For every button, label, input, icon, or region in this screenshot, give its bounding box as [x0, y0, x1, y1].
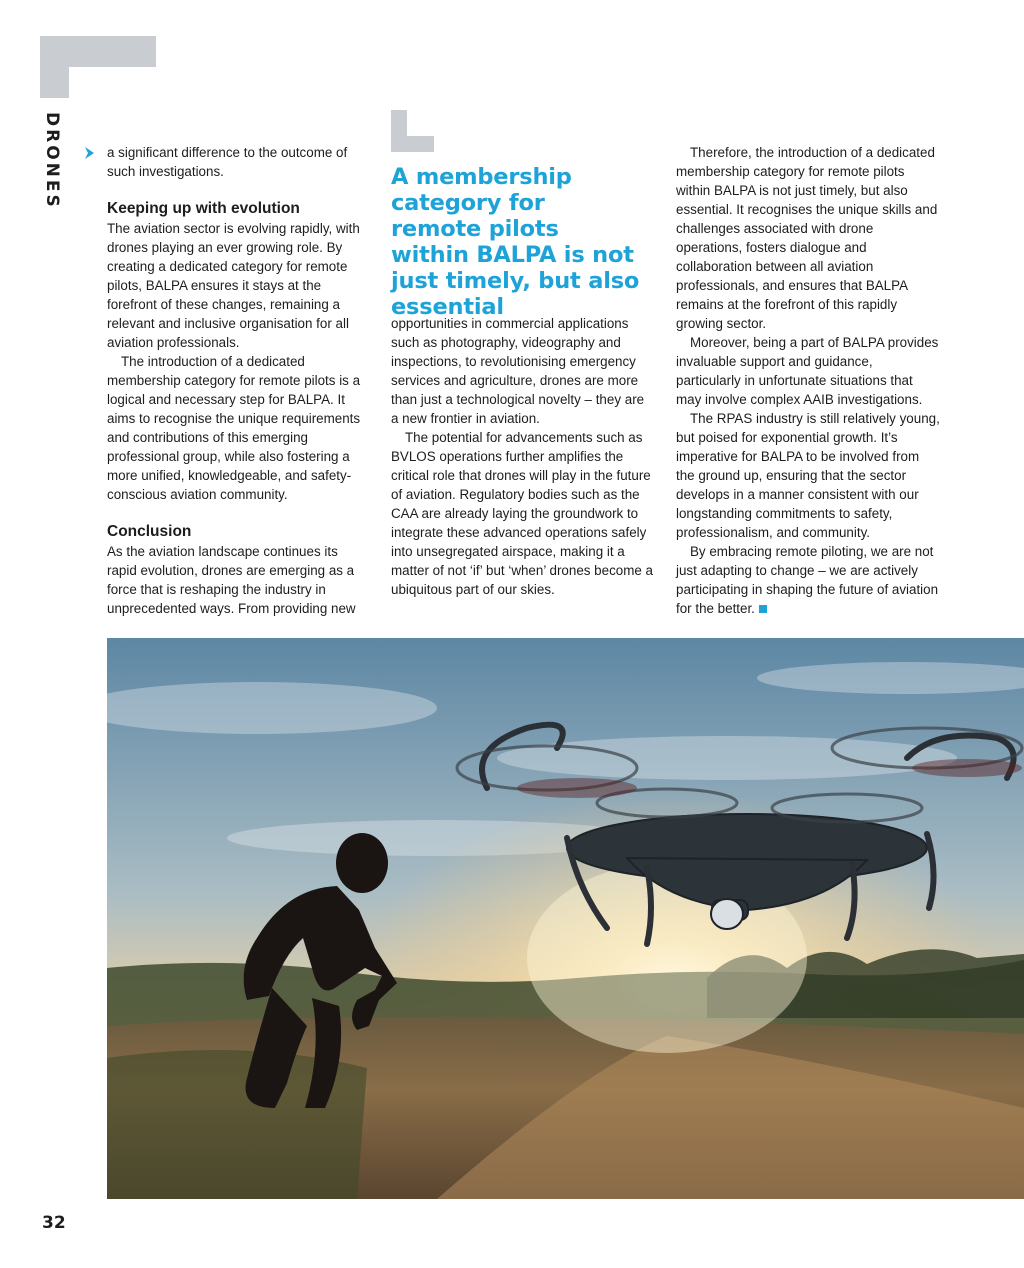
article-column-3 [676, 143, 940, 618]
article-column-1 [107, 143, 369, 618]
drone-flight-illustration [107, 638, 1024, 1199]
corner-decoration-stem [40, 36, 69, 98]
intro-paragraph: a significant difference to the outcome of such investigations. [107, 145, 348, 179]
heading-keeping-up: Keeping up with evolution [107, 200, 300, 217]
heading-conclusion: Conclusion [107, 523, 192, 540]
final-paragraph-text: By embracing remote piloting, we are not just adapting to change – we are actively participating in shaping the future of aviation for the better. [676, 544, 939, 616]
final-paragraph [676, 542, 940, 618]
section-label: DRONES [42, 112, 62, 210]
pull-quote: A membership category for remote pilots within BALPA is not just timely, but also essential [391, 164, 640, 320]
body-paragraph: The potential for advancements such as BVLOS operations further amplifies the critical role that drones will play in the future of aviation. Regulatory bodies such as the CAA are already laying the groundwork to integrate these advanced operations safely into unsegregated airspace, making it a matter of not ‘if’ but ‘when’ drones become a ubiquitous part of our skies. [391, 430, 653, 597]
body-paragraph: The introduction of a dedicated membership category for remote pilots is a logical and necessary step for BALPA. It aims to recognise the unique requirements and contributions of this emerging professional group, while also fostering a more unified, knowledgeable, and safety-conscious aviation community. [107, 354, 361, 502]
page-number: 32 [42, 1213, 66, 1233]
pullquote-decoration-foot [391, 136, 434, 152]
body-paragraph: The aviation sector is evolving rapidly, with drones playing an ever growing role. By creating a dedicated category for remote pilots, BALPA ensures it stays at the forefront of these changes, remaining a relevant and inclusive organisation for all aviation professionals. [107, 221, 360, 350]
body-paragraph: The RPAS industry is still relatively young, but poised for exponential growth. It’s imperative for BALPA to be involved from the ground up, ensuring that the sector develops in a manner consistent with our longstanding commitments to safety, professionalism, and community. [676, 411, 940, 540]
body-paragraph: Moreover, being a part of BALPA provides invaluable support and guidance, particularly in unfortunate situations that may involve complex AAIB investigations. [676, 335, 939, 407]
end-mark-icon [759, 605, 767, 613]
body-paragraph: As the aviation landscape continues its rapid evolution, drones are emerging as a force that is reshaping the industry in unprecedented ways. From providing new [107, 544, 356, 616]
body-paragraph: Therefore, the introduction of a dedicated membership category for remote pilots within BALPA is not just timely, but also essential. It recognises the unique skills and challenges associated with drone operations, fosters dialogue and collaboration between all aviation professionals, and ensures that BALPA remains at the forefront of this rapidly growing sector. [676, 145, 938, 331]
continue-chevron-icon [84, 146, 96, 160]
drone-photo [107, 638, 1024, 1199]
article-column-2 [391, 314, 653, 599]
body-paragraph: opportunities in commercial applications such as photography, videography and inspections, to revolutionising emergency services and agriculture, drones are more than just a technological novelty – they are a new frontier in aviation. [391, 316, 645, 426]
